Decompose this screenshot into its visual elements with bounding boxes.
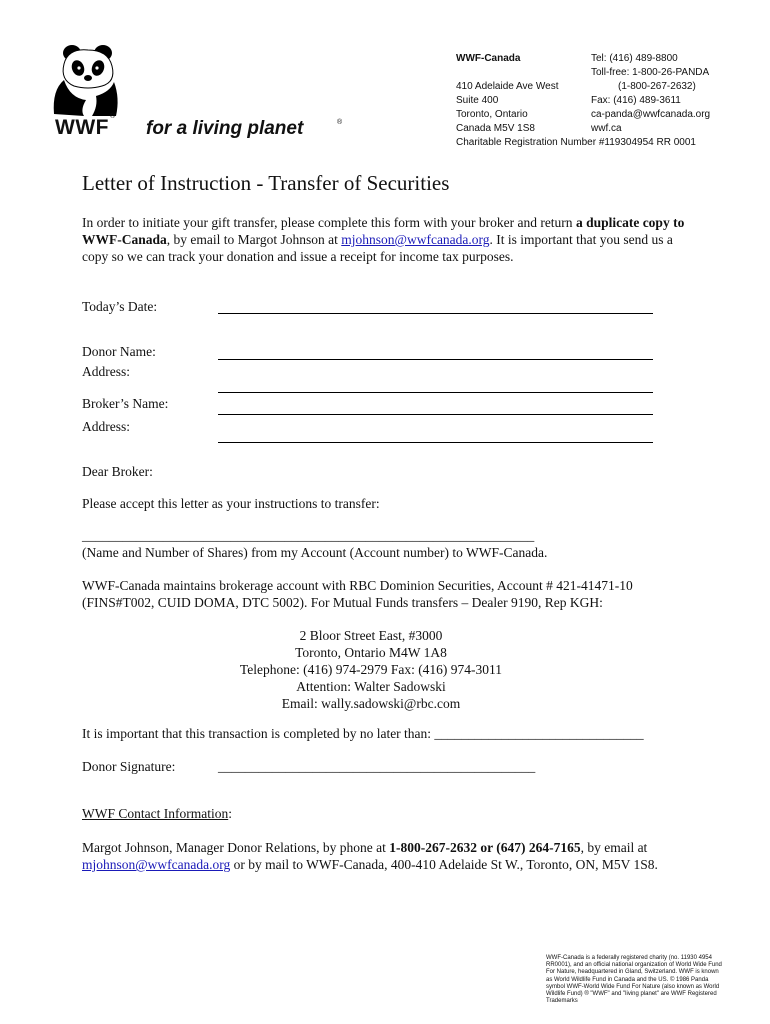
header-contact <box>591 52 710 136</box>
shares-blank[interactable]: ___________________________________________________________________ <box>82 528 535 543</box>
broker-address-field[interactable] <box>218 442 653 443</box>
header-address <box>456 52 559 136</box>
signature-field[interactable]: _______________________________________________ <box>218 759 536 774</box>
email: ca-panda@wwfcanada.org <box>591 109 711 120</box>
date-label: Today’s Date: <box>82 299 158 314</box>
panda-logo <box>50 44 120 119</box>
date-field[interactable] <box>218 313 653 314</box>
tollfree: Toll-free: 1-800-26-PANDA <box>591 67 710 78</box>
account-paragraph: WWF-Canada maintains brokerage account with RBC Dominion Securities, Account # 421-41471-10 (FINS#T002, CUID DOMA, DTC 5002). For Mutual Funds transfers – Dealer 9190, Rep KGH: <box>82 578 633 610</box>
salutation: Dear Broker: <box>82 464 153 479</box>
rbc-address-block: 2 Bloor Street East, #3000 Toronto, Ontario M4W 1A8 Telephone: (416) 974-2979 Fax: (416) 974-3011 Attention: Walter Sadowski Email: wally.sadowski@rbc.com <box>239 628 503 711</box>
tagline-registered-mark: ® <box>337 119 343 126</box>
address-line: Toronto, Ontario <box>456 109 528 120</box>
donor-address-field[interactable] <box>218 392 653 393</box>
donor-name-field[interactable] <box>218 359 653 360</box>
tollfree-number: (1-800-267-2632) <box>618 81 696 92</box>
wwf-wordmark: WWF <box>55 116 109 139</box>
shares-instruction: (Name and Number of Shares) from my Account (Account number) to WWF-Canada. <box>82 545 548 560</box>
page-title: Letter of Instruction - Transfer of Securities <box>82 171 450 195</box>
signature-label: Donor Signature: <box>82 759 176 774</box>
broker-address-label: Address: <box>82 419 130 434</box>
donor-address-label: Address: <box>82 364 130 379</box>
charity-number: Charitable Registration Number #119304954 RR 0001 <box>456 137 696 148</box>
org-name: WWF-Canada <box>456 53 521 64</box>
broker-name-field[interactable] <box>218 414 653 415</box>
intro-paragraph: In order to initiate your gift transfer, please complete this form with your broker and return a duplicate copy to WWF-Canada, by email to Margot Johnson at mjohnson@wwfcanada.org. It is important that you send us a copy so we can track your donation and issue a receipt for income tax purposes. <box>82 215 685 264</box>
contact-heading: WWF Contact Information: <box>82 806 232 821</box>
website: wwf.ca <box>591 123 622 134</box>
accept-line: Please accept this letter as your instructions to transfer: <box>82 496 380 511</box>
address-line: Suite 400 <box>456 95 499 106</box>
footnote: WWF-Canada is a federally registered charity (no. 11930 4954 RR0001), and an official national organization of World Wide Fund For Nature, headquartered in Gland, Switzerland. WWF is known as World Wildlife Fund in Canada and the US. © 1986 Panda symbol WWF-World Wide Fund For Nature (also known as World Wildlife Fund) ® "WWF" and "living planet" are WWF Registered Trademarks <box>546 955 722 1005</box>
contact-paragraph: Margot Johnson, Manager Donor Relations, by phone at 1-800-267-2632 or (647) 264-7165, by email at mjohnson@wwfcanada.org or by mail to WWF-Canada, 400-410 Adelaide St W., Toronto, ON, M5V 1S8. <box>82 840 658 872</box>
logo-tagline: for a living planet <box>146 118 304 139</box>
donor-name-label: Donor Name: <box>82 344 156 359</box>
deadline-line[interactable]: It is important that this transaction is completed by no later than: _______________________________ <box>82 726 644 741</box>
registered-mark: ® <box>110 113 116 120</box>
intro-email-link[interactable]: mjohnson@wwfcanada.org <box>341 232 490 247</box>
broker-name-label: Broker’s Name: <box>82 396 169 411</box>
address-line: 410 Adelaide Ave West <box>456 81 559 92</box>
tel: Tel: (416) 489-8800 <box>591 53 678 64</box>
fax: Fax: (416) 489-3611 <box>591 95 681 106</box>
contact-email-link[interactable]: mjohnson@wwfcanada.org <box>82 857 231 872</box>
address-line: Canada M5V 1S8 <box>456 123 535 134</box>
